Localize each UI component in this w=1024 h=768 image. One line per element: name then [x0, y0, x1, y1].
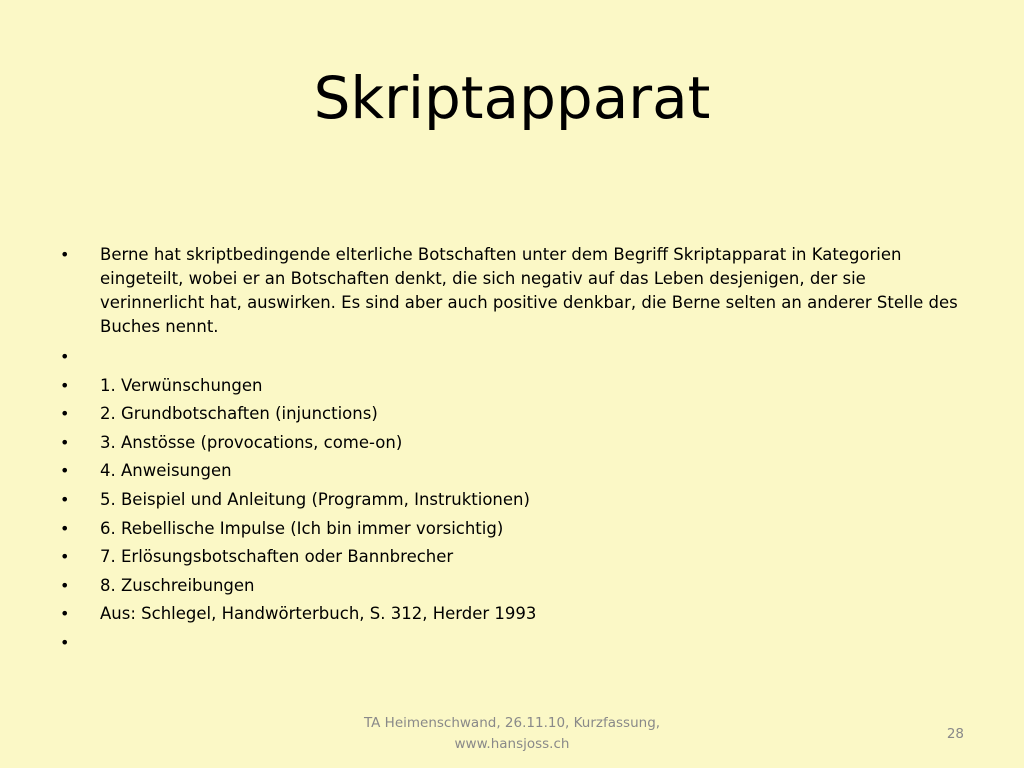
bullet-icon: • — [60, 347, 70, 366]
list-item — [60, 488, 960, 512]
list-item — [60, 345, 960, 369]
list-item-text: 6. Rebellische Impulse (Ich bin immer vorsichtig) — [100, 518, 504, 538]
list-item — [60, 402, 960, 426]
list-item — [60, 517, 960, 541]
bullet-icon: • — [60, 489, 70, 509]
bullet-icon: • — [60, 604, 70, 624]
list-item-text: 1. Verwünschungen — [100, 375, 263, 395]
list-item-text: 3. Anstösse (provocations, come-on) — [100, 432, 403, 452]
bullet-icon: • — [60, 461, 70, 481]
bullet-icon: • — [60, 432, 70, 452]
list-item — [60, 374, 960, 398]
list-item — [60, 631, 960, 655]
list-item — [60, 545, 960, 569]
list-item-text: Berne hat skriptbedingende elterliche Botschaften unter dem Begriff Skriptapparat in Kategorien eingeteilt, wobei er an Botschaften denkt, die sich negativ auf das Leben desjenigen, der sie verinnerlicht hat, auswirken. Es sind aber auch positive denkbar, die Berne selten an anderer Stelle des Buches nennt. — [100, 245, 958, 336]
slide-footer: TA Heimenschwand, 26.11.10, Kurzfassung, www.hansjoss.ch — [363, 715, 661, 752]
bullet-icon: • — [60, 245, 70, 264]
list-item — [60, 574, 960, 598]
bullet-icon: • — [60, 375, 70, 395]
list-item-text: Aus: Schlegel, Handwörterbuch, S. 312, Herder 1993 — [100, 604, 537, 624]
list-item-text: 4. Anweisungen — [100, 461, 232, 481]
list-item — [60, 459, 960, 483]
bullet-icon: • — [60, 575, 70, 595]
list-item-text: 7. Erlösungsbotschaften oder Bannbrecher — [100, 547, 454, 567]
bullet-icon: • — [60, 404, 70, 424]
list-item — [60, 243, 960, 339]
bullet-list — [60, 243, 960, 660]
list-item-text: 5. Beispiel und Anleitung (Programm, Instruktionen) — [100, 489, 530, 509]
bullet-icon: • — [60, 547, 70, 567]
list-item — [60, 602, 960, 626]
list-item-text: 2. Grundbotschaften (injunctions) — [100, 404, 378, 424]
page-number: 28 — [946, 726, 964, 742]
slide-title: Skriptapparat — [313, 64, 711, 132]
bullet-icon: • — [60, 518, 70, 538]
list-item — [60, 431, 960, 455]
bullet-icon: • — [60, 632, 70, 652]
list-item-text: 8. Zuschreibungen — [100, 575, 255, 595]
